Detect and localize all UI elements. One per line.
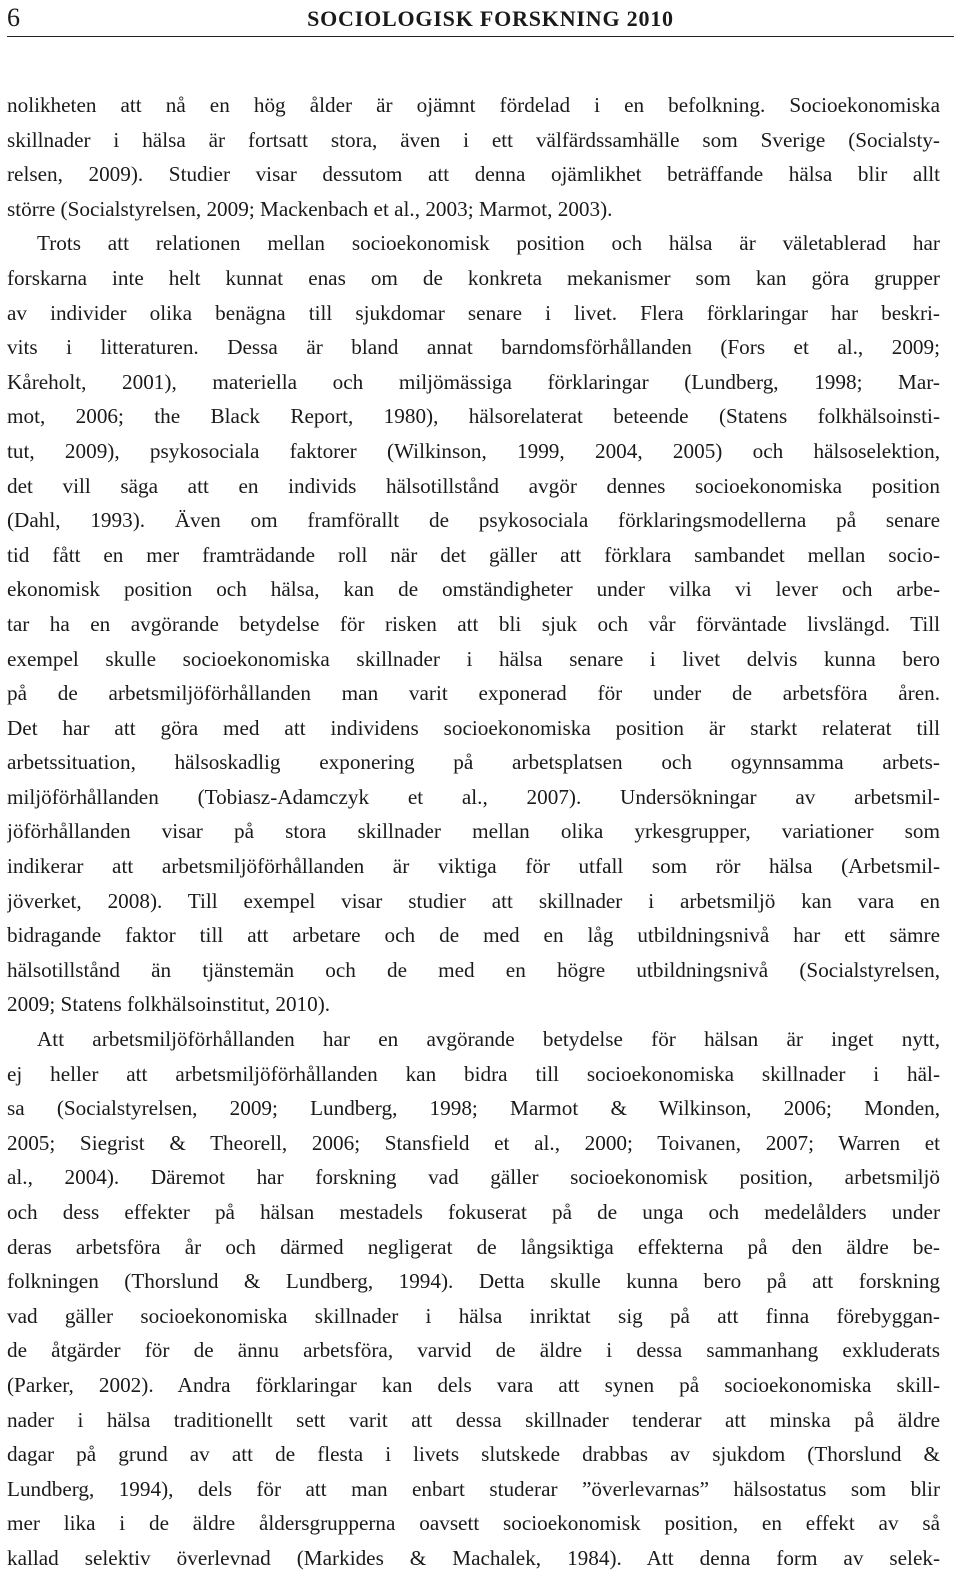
text-line: relsen, 2009). Studier visar dessutom att denna ojämlikhet beträffande hälsa blir allt xyxy=(7,162,940,187)
text-line: Kåreholt, 2001), materiella och miljömässiga förklaringar (Lundberg, 1998; Mar- xyxy=(7,369,940,394)
text-line: Det har att göra med att individens socioekonomiska position är starkt relaterat till xyxy=(7,715,940,740)
text-line: ej heller att arbetsmiljöförhållanden kan bidra till socioekonomiska skillnader i häl- xyxy=(7,1061,940,1086)
text-line: 2005; Siegrist & Theorell, 2006; Stansfield et al., 2000; Toivanen, 2007; Warren et xyxy=(7,1130,940,1155)
text-line: och dess effekter på hälsan mestadels fokuserat på de unga och medelålders under xyxy=(7,1200,940,1224)
text-line: (Dahl, 1993). Även om framförallt de psykosociala förklaringsmodellerna på senare xyxy=(7,508,940,533)
text-line: deras arbetsföra år och därmed negligerat de långsiktiga effekterna på den äldre be- xyxy=(7,1234,940,1259)
text-line: mot, 2006; the Black Report, 1980), hälsorelaterat beteende (Statens folkhälsoinsti- xyxy=(7,404,940,429)
text-line: miljöförhållanden (Tobiasz-Adamczyk et al., 2007). Undersökningar av arbetsmil- xyxy=(7,784,940,809)
text-line: al., 2004). Däremot har forskning vad gäller socioekonomisk position, arbetsmiljö xyxy=(7,1165,940,1190)
text-line: Trots att relationen mellan socioekonomisk position och hälsa är väletablerad har xyxy=(37,231,940,256)
text-line: kallad selektiv överlevnad (Markides & Machalek, 1984). Att denna form av selek- xyxy=(7,1545,940,1570)
text-line: 2009; Statens folkhälsoinstitut, 2010). xyxy=(7,992,331,1017)
text-line: nolikheten att nå en hög ålder är ojämnt fördelad i en befolkning. Socioekonomiska xyxy=(7,93,940,117)
text-line: mer lika i de äldre åldersgrupperna oavsett socioekonomisk position, en effekt av så xyxy=(7,1511,940,1536)
text-line: vits i litteraturen. Dessa är bland annat barndomsförhållanden (Fors et al., 2009; xyxy=(7,335,940,360)
text-line: dagar på grund av att de flesta i livets slutskede drabbas av sjukdom (Thorslund & xyxy=(7,1442,940,1467)
text-line: jöförhållanden visar på stora skillnader mellan olika yrkesgrupper, variationer som xyxy=(7,819,940,844)
text-line: större (Socialstyrelsen, 2009; Mackenbach et al., 2003; Marmot, 2003). xyxy=(7,196,613,221)
text-line: arbetssituation, hälsoskadlig exponering på arbetsplatsen och ogynnsamma arbets- xyxy=(7,750,940,775)
text-line: forskarna inte helt kunnat enas om de konkreta mekanismer som kan göra grupper xyxy=(7,265,940,290)
text-line: vad gäller socioekonomiska skillnader i hälsa inriktat sig på att finna förebyggan- xyxy=(7,1303,940,1328)
text-line: tar ha en avgörande betydelse för risken att bli sjuk och vår förväntade livslängd. Till xyxy=(7,611,940,636)
text-line: tid fått en mer framträdande roll när det gäller att förklara sambandet mellan socio- xyxy=(7,542,940,567)
text-line: folkningen (Thorslund & Lundberg, 1994). Detta skulle kunna bero på att forskning xyxy=(7,1269,940,1294)
text-line: tut, 2009), psykosociala faktorer (Wilkinson, 1999, 2004, 2005) och hälsoselektion, xyxy=(7,438,940,463)
running-header xyxy=(7,0,954,37)
text-line: de åtgärder för de ännu arbetsföra, varvid de äldre i dessa sammanhang exkluderats xyxy=(7,1338,940,1363)
text-line: det vill säga att en individs hälsotillstånd avgör dennes socioekonomiska position xyxy=(7,473,940,498)
body-text xyxy=(7,88,940,1576)
text-line: Lundberg, 1994), dels för att man enbart studerar ”överlevarnas” hälsostatus som blir xyxy=(7,1476,940,1501)
text-line: ekonomisk position och hälsa, kan de omständigheter under vilka vi lever och arbe- xyxy=(7,577,940,602)
text-line: hälsotillstånd än tjänstemän och de med en högre utbildningsnivå (Socialstyrelsen, xyxy=(7,957,940,982)
text-line: jöverket, 2008). Till exempel visar studier att skillnader i arbetsmiljö kan vara en xyxy=(7,888,940,913)
text-line: (Parker, 2002). Andra förklaringar kan dels vara att synen på socioekonomiska skill- xyxy=(7,1372,940,1397)
text-line: sa (Socialstyrelsen, 2009; Lundberg, 1998; Marmot & Wilkinson, 2006; Monden, xyxy=(7,1096,940,1121)
text-line: exempel skulle socioekonomiska skillnader i hälsa senare i livet delvis kunna bero xyxy=(7,646,940,671)
text-line: indikerar att arbetsmiljöförhållanden är viktiga för utfall som rör hälsa (Arbetsmil- xyxy=(7,854,940,879)
text-line: Att arbetsmiljöförhållanden har en avgörande betydelse för hälsan är inget nytt, xyxy=(37,1027,940,1052)
text-line: skillnader i hälsa är fortsatt stora, även i ett välfärdssamhälle som Sverige (Socialsty- xyxy=(7,127,940,152)
text-line: av individer olika benägna till sjukdomar senare i livet. Flera förklaringar har beskri- xyxy=(7,300,940,325)
text-line: bidragande faktor till att arbetare och de med en låg utbildningsnivå har ett sämre xyxy=(7,923,940,948)
journal-title: SOCIOLOGISK FORSKNING 2010 xyxy=(307,6,674,31)
text-line: nader i hälsa traditionellt sett varit att dessa skillnader tenderar att minska på äldre xyxy=(7,1407,940,1432)
page-number: 6 xyxy=(7,3,20,32)
text-line: på de arbetsmiljöförhållanden man varit exponerad för under de arbetsföra åren. xyxy=(7,681,940,706)
